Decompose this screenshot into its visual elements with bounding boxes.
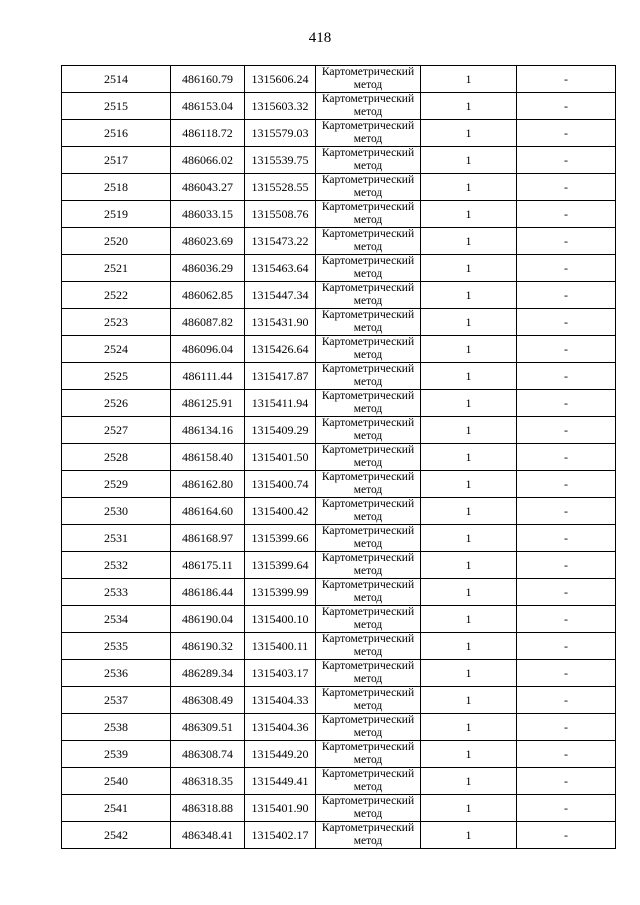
method-label-line2: метод	[353, 727, 383, 739]
table-row	[62, 552, 616, 579]
note-cell: -	[517, 768, 616, 795]
method-cell	[316, 120, 421, 147]
method-label-line1: Картометрический	[321, 147, 415, 159]
method-label-line1: Картометрический	[321, 228, 415, 240]
method-label-line1: Картометрический	[321, 282, 415, 294]
point-number-cell: 2521	[62, 255, 171, 282]
x-coordinate-cell: 486066.02	[171, 147, 245, 174]
note-cell: -	[517, 444, 616, 471]
method-cell	[316, 282, 421, 309]
method-label-line1: Картометрический	[321, 714, 415, 726]
method-label-line2: метод	[353, 160, 383, 172]
method-cell	[316, 174, 421, 201]
method-cell	[316, 444, 421, 471]
method-label-line2: метод	[353, 322, 383, 334]
method-label-line2: метод	[353, 754, 383, 766]
x-coordinate-cell: 486096.04	[171, 336, 245, 363]
point-number-cell: 2517	[62, 147, 171, 174]
table-row	[62, 444, 616, 471]
y-coordinate-cell: 1315606.24	[245, 66, 316, 93]
point-number-cell: 2526	[62, 390, 171, 417]
method-label-line2: метод	[353, 187, 383, 199]
point-number-cell: 2531	[62, 525, 171, 552]
accuracy-cell: 1	[421, 579, 517, 606]
y-coordinate-cell: 1315431.90	[245, 309, 316, 336]
note-cell: -	[517, 390, 616, 417]
method-label-line2: метод	[353, 403, 383, 415]
x-coordinate-cell: 486308.49	[171, 687, 245, 714]
method-cell	[316, 687, 421, 714]
note-cell: -	[517, 795, 616, 822]
method-cell	[316, 309, 421, 336]
accuracy-cell: 1	[421, 714, 517, 741]
point-number-cell: 2516	[62, 120, 171, 147]
table-row	[62, 120, 616, 147]
table-row	[62, 66, 616, 93]
accuracy-cell: 1	[421, 606, 517, 633]
y-coordinate-cell: 1315401.50	[245, 444, 316, 471]
method-label-line2: метод	[353, 295, 383, 307]
note-cell: -	[517, 822, 616, 849]
y-coordinate-cell: 1315539.75	[245, 147, 316, 174]
method-label-line2: метод	[353, 619, 383, 631]
x-coordinate-cell: 486125.91	[171, 390, 245, 417]
x-coordinate-cell: 486308.74	[171, 741, 245, 768]
y-coordinate-cell: 1315411.94	[245, 390, 316, 417]
note-cell: -	[517, 660, 616, 687]
point-number-cell: 2533	[62, 579, 171, 606]
x-coordinate-cell: 486158.40	[171, 444, 245, 471]
table-row	[62, 687, 616, 714]
method-label-line1: Картометрический	[321, 120, 415, 132]
x-coordinate-cell: 486160.79	[171, 66, 245, 93]
method-cell	[316, 93, 421, 120]
method-cell	[316, 525, 421, 552]
method-cell	[316, 498, 421, 525]
point-number-cell: 2534	[62, 606, 171, 633]
method-label-line1: Картометрический	[321, 606, 415, 618]
y-coordinate-cell: 1315403.17	[245, 660, 316, 687]
method-label-line1: Картометрический	[321, 363, 415, 375]
accuracy-cell: 1	[421, 795, 517, 822]
method-label-line1: Картометрический	[321, 795, 415, 807]
note-cell: -	[517, 498, 616, 525]
point-number-cell: 2523	[62, 309, 171, 336]
point-number-cell: 2536	[62, 660, 171, 687]
method-cell	[316, 552, 421, 579]
x-coordinate-cell: 486062.85	[171, 282, 245, 309]
x-coordinate-cell: 486318.88	[171, 795, 245, 822]
point-number-cell: 2528	[62, 444, 171, 471]
accuracy-cell: 1	[421, 201, 517, 228]
point-number-cell: 2535	[62, 633, 171, 660]
accuracy-cell: 1	[421, 255, 517, 282]
y-coordinate-cell: 1315417.87	[245, 363, 316, 390]
accuracy-cell: 1	[421, 417, 517, 444]
y-coordinate-cell: 1315404.33	[245, 687, 316, 714]
accuracy-cell: 1	[421, 822, 517, 849]
table-row	[62, 795, 616, 822]
y-coordinate-cell: 1315528.55	[245, 174, 316, 201]
y-coordinate-cell: 1315399.64	[245, 552, 316, 579]
table-row	[62, 525, 616, 552]
method-label-line2: метод	[353, 133, 383, 145]
method-label-line2: метод	[353, 592, 383, 604]
point-number-cell: 2515	[62, 93, 171, 120]
table-row	[62, 768, 616, 795]
table-row	[62, 228, 616, 255]
method-label-line2: метод	[353, 214, 383, 226]
x-coordinate-cell: 486087.82	[171, 309, 245, 336]
note-cell: -	[517, 228, 616, 255]
accuracy-cell: 1	[421, 93, 517, 120]
note-cell: -	[517, 147, 616, 174]
note-cell: -	[517, 66, 616, 93]
method-label-line1: Картометрический	[321, 741, 415, 753]
point-number-cell: 2525	[62, 363, 171, 390]
note-cell: -	[517, 687, 616, 714]
x-coordinate-cell: 486164.60	[171, 498, 245, 525]
point-number-cell: 2514	[62, 66, 171, 93]
method-label-line1: Картометрический	[321, 201, 415, 213]
note-cell: -	[517, 309, 616, 336]
y-coordinate-cell: 1315449.41	[245, 768, 316, 795]
y-coordinate-cell: 1315400.10	[245, 606, 316, 633]
method-label-line2: метод	[353, 511, 383, 523]
point-number-cell: 2542	[62, 822, 171, 849]
y-coordinate-cell: 1315409.29	[245, 417, 316, 444]
accuracy-cell: 1	[421, 687, 517, 714]
table-row	[62, 498, 616, 525]
y-coordinate-cell: 1315404.36	[245, 714, 316, 741]
x-coordinate-cell: 486190.04	[171, 606, 245, 633]
accuracy-cell: 1	[421, 498, 517, 525]
method-cell	[316, 417, 421, 444]
table-row	[62, 336, 616, 363]
accuracy-cell: 1	[421, 174, 517, 201]
accuracy-cell: 1	[421, 525, 517, 552]
point-number-cell: 2520	[62, 228, 171, 255]
method-label-line2: метод	[353, 646, 383, 658]
accuracy-cell: 1	[421, 768, 517, 795]
note-cell: -	[517, 174, 616, 201]
y-coordinate-cell: 1315579.03	[245, 120, 316, 147]
method-cell	[316, 336, 421, 363]
method-label-line2: метод	[353, 106, 383, 118]
note-cell: -	[517, 363, 616, 390]
method-label-line1: Картометрический	[321, 552, 415, 564]
point-number-cell: 2537	[62, 687, 171, 714]
accuracy-cell: 1	[421, 552, 517, 579]
method-label-line2: метод	[353, 430, 383, 442]
note-cell: -	[517, 336, 616, 363]
table-row	[62, 282, 616, 309]
method-cell	[316, 579, 421, 606]
x-coordinate-cell: 486043.27	[171, 174, 245, 201]
table-row	[62, 417, 616, 444]
point-number-cell: 2538	[62, 714, 171, 741]
method-cell	[316, 633, 421, 660]
point-number-cell: 2522	[62, 282, 171, 309]
note-cell: -	[517, 714, 616, 741]
table-row	[62, 606, 616, 633]
method-cell	[316, 363, 421, 390]
method-label-line2: метод	[353, 376, 383, 388]
y-coordinate-cell: 1315399.66	[245, 525, 316, 552]
note-cell: -	[517, 633, 616, 660]
note-cell: -	[517, 282, 616, 309]
method-cell	[316, 471, 421, 498]
x-coordinate-cell: 486153.04	[171, 93, 245, 120]
method-label-line2: метод	[353, 349, 383, 361]
note-cell: -	[517, 579, 616, 606]
accuracy-cell: 1	[421, 363, 517, 390]
method-label-line1: Картометрический	[321, 768, 415, 780]
method-label-line1: Картометрический	[321, 174, 415, 186]
method-label-line1: Картометрический	[321, 309, 415, 321]
note-cell: -	[517, 93, 616, 120]
note-cell: -	[517, 417, 616, 444]
point-number-cell: 2540	[62, 768, 171, 795]
x-coordinate-cell: 486348.41	[171, 822, 245, 849]
x-coordinate-cell: 486023.69	[171, 228, 245, 255]
accuracy-cell: 1	[421, 228, 517, 255]
method-label-line2: метод	[353, 700, 383, 712]
x-coordinate-cell: 486309.51	[171, 714, 245, 741]
method-label-line2: метод	[353, 781, 383, 793]
method-label-line2: метод	[353, 241, 383, 253]
x-coordinate-cell: 486175.11	[171, 552, 245, 579]
method-label-line1: Картометрический	[321, 471, 415, 483]
note-cell: -	[517, 552, 616, 579]
method-cell	[316, 147, 421, 174]
y-coordinate-cell: 1315401.90	[245, 795, 316, 822]
x-coordinate-cell: 486190.32	[171, 633, 245, 660]
coordinates-table	[61, 65, 616, 849]
accuracy-cell: 1	[421, 336, 517, 363]
accuracy-cell: 1	[421, 120, 517, 147]
method-label-line2: метод	[353, 484, 383, 496]
method-label-line1: Картометрический	[321, 93, 415, 105]
accuracy-cell: 1	[421, 444, 517, 471]
method-label-line2: метод	[353, 673, 383, 685]
method-label-line2: метод	[353, 808, 383, 820]
method-label-line2: метод	[353, 565, 383, 577]
y-coordinate-cell: 1315402.17	[245, 822, 316, 849]
note-cell: -	[517, 201, 616, 228]
y-coordinate-cell: 1315449.20	[245, 741, 316, 768]
x-coordinate-cell: 486162.80	[171, 471, 245, 498]
method-label-line2: метод	[353, 79, 383, 91]
note-cell: -	[517, 741, 616, 768]
method-label-line1: Картометрический	[321, 525, 415, 537]
method-label-line1: Картометрический	[321, 255, 415, 267]
method-label-line1: Картометрический	[321, 390, 415, 402]
x-coordinate-cell: 486186.44	[171, 579, 245, 606]
method-label-line1: Картометрический	[321, 660, 415, 672]
method-label-line2: метод	[353, 538, 383, 550]
x-coordinate-cell: 486134.16	[171, 417, 245, 444]
method-cell	[316, 660, 421, 687]
table-row	[62, 201, 616, 228]
method-cell	[316, 228, 421, 255]
y-coordinate-cell: 1315399.99	[245, 579, 316, 606]
table-row	[62, 390, 616, 417]
x-coordinate-cell: 486289.34	[171, 660, 245, 687]
table-row	[62, 579, 616, 606]
point-number-cell: 2519	[62, 201, 171, 228]
method-cell	[316, 201, 421, 228]
table-row	[62, 714, 616, 741]
accuracy-cell: 1	[421, 282, 517, 309]
x-coordinate-cell: 486111.44	[171, 363, 245, 390]
accuracy-cell: 1	[421, 147, 517, 174]
point-number-cell: 2518	[62, 174, 171, 201]
point-number-cell: 2524	[62, 336, 171, 363]
method-cell	[316, 768, 421, 795]
table-row	[62, 633, 616, 660]
table-row	[62, 471, 616, 498]
point-number-cell: 2529	[62, 471, 171, 498]
y-coordinate-cell: 1315508.76	[245, 201, 316, 228]
method-label-line1: Картометрический	[321, 687, 415, 699]
accuracy-cell: 1	[421, 633, 517, 660]
method-cell	[316, 714, 421, 741]
note-cell: -	[517, 471, 616, 498]
method-cell	[316, 390, 421, 417]
coordinates-table-body	[62, 66, 616, 849]
method-label-line1: Картометрический	[321, 417, 415, 429]
method-cell	[316, 795, 421, 822]
accuracy-cell: 1	[421, 309, 517, 336]
accuracy-cell: 1	[421, 390, 517, 417]
accuracy-cell: 1	[421, 66, 517, 93]
method-cell	[316, 741, 421, 768]
x-coordinate-cell: 486318.35	[171, 768, 245, 795]
x-coordinate-cell: 486118.72	[171, 120, 245, 147]
method-cell	[316, 822, 421, 849]
point-number-cell: 2527	[62, 417, 171, 444]
y-coordinate-cell: 1315400.11	[245, 633, 316, 660]
method-label-line2: метод	[353, 835, 383, 847]
y-coordinate-cell: 1315447.34	[245, 282, 316, 309]
point-number-cell: 2532	[62, 552, 171, 579]
accuracy-cell: 1	[421, 741, 517, 768]
method-cell	[316, 606, 421, 633]
y-coordinate-cell: 1315603.32	[245, 93, 316, 120]
method-label-line1: Картометрический	[321, 822, 415, 834]
table-row	[62, 93, 616, 120]
note-cell: -	[517, 525, 616, 552]
x-coordinate-cell: 486168.97	[171, 525, 245, 552]
table-row	[62, 309, 616, 336]
table-row	[62, 255, 616, 282]
y-coordinate-cell: 1315426.64	[245, 336, 316, 363]
y-coordinate-cell: 1315463.64	[245, 255, 316, 282]
note-cell: -	[517, 606, 616, 633]
method-cell	[316, 255, 421, 282]
point-number-cell: 2530	[62, 498, 171, 525]
point-number-cell: 2539	[62, 741, 171, 768]
method-label-line1: Картометрический	[321, 444, 415, 456]
table-row	[62, 147, 616, 174]
method-label-line1: Картометрический	[321, 633, 415, 645]
note-cell: -	[517, 255, 616, 282]
table-row	[62, 174, 616, 201]
point-number-cell: 2541	[62, 795, 171, 822]
table-row	[62, 660, 616, 687]
y-coordinate-cell: 1315400.42	[245, 498, 316, 525]
method-label-line1: Картометрический	[321, 579, 415, 591]
method-label-line1: Картометрический	[321, 336, 415, 348]
accuracy-cell: 1	[421, 660, 517, 687]
table-row	[62, 822, 616, 849]
note-cell: -	[517, 120, 616, 147]
x-coordinate-cell: 486033.15	[171, 201, 245, 228]
table-row	[62, 741, 616, 768]
method-label-line1: Картометрический	[321, 498, 415, 510]
y-coordinate-cell: 1315473.22	[245, 228, 316, 255]
method-label-line2: метод	[353, 268, 383, 280]
x-coordinate-cell: 486036.29	[171, 255, 245, 282]
accuracy-cell: 1	[421, 471, 517, 498]
table-row	[62, 363, 616, 390]
y-coordinate-cell: 1315400.74	[245, 471, 316, 498]
method-label-line2: метод	[353, 457, 383, 469]
page-number: 418	[308, 30, 332, 46]
method-label-line1: Картометрический	[321, 66, 415, 78]
method-cell	[316, 66, 421, 93]
